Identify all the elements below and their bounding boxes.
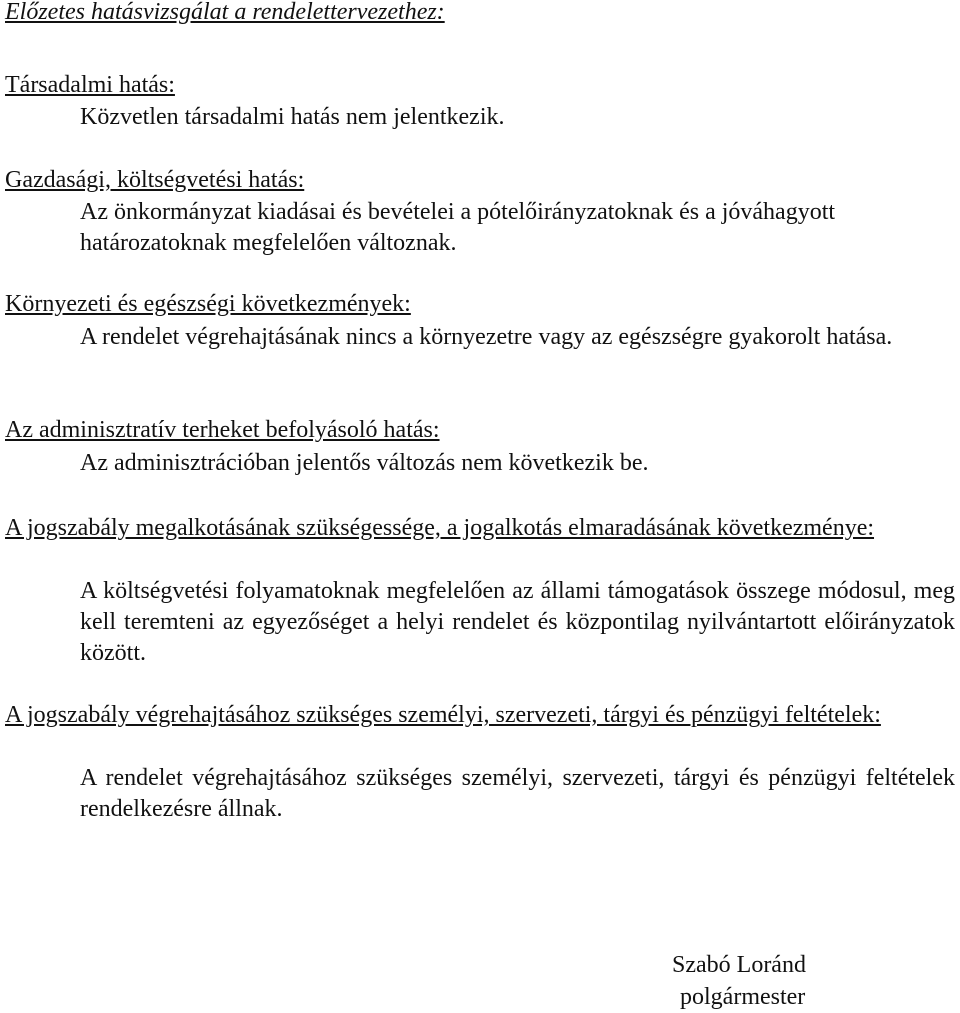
section-text-economic-impact: Az önkormányzat kiadásai és bevételei a pótelőirányzatoknak és a jóváhagyott határozatoknak megfelelően változnak. <box>80 199 836 256</box>
section-heading-legislation-necessity: A jogszabály megalkotásának szükségessége, a jogalkotás elmaradásának következménye: <box>5 515 875 541</box>
signature-name: Szabó Loránd <box>672 952 806 978</box>
section-heading-environmental-impact: Környezeti és egészségi következmények: <box>5 291 411 317</box>
section-heading-administrative-impact: Az adminisztratív terheket befolyásoló hatás: <box>5 417 440 443</box>
document-title: Előzetes hatásvizsgálat a rendelettervezethez: <box>5 0 445 25</box>
section-heading-social-impact: Társadalmi hatás: <box>5 72 175 98</box>
section-heading-implementation-conditions: A jogszabály végrehajtásához szükséges személyi, szervezeti, tárgyi és pénzügyi feltételek: <box>5 702 881 728</box>
section-text-administrative-impact: Az adminisztrációban jelentős változás nem következik be. <box>80 450 649 476</box>
section-text-implementation-conditions: A rendelet végrehajtásához szükséges személyi, szervezeti, tárgyi és pénzügyi feltételek rendelkezésre állnak. <box>80 765 955 822</box>
signature-role: polgármester <box>680 984 806 1010</box>
section-text-environmental-impact: A rendelet végrehajtásának nincs a környezetre vagy az egészségre gyakorolt hatása. <box>80 324 893 350</box>
section-text-legislation-necessity: A költségvetési folyamatoknak megfelelően az állami támogatások összege módosul, meg kell teremteni az egyezőséget a helyi rendelet és központilag nyilvántartott előirányzatok között. <box>80 578 955 666</box>
section-heading-economic-impact: Gazdasági, költségvetési hatás: <box>5 167 305 193</box>
section-text-social-impact: Közvetlen társadalmi hatás nem jelentkezik. <box>80 104 505 130</box>
